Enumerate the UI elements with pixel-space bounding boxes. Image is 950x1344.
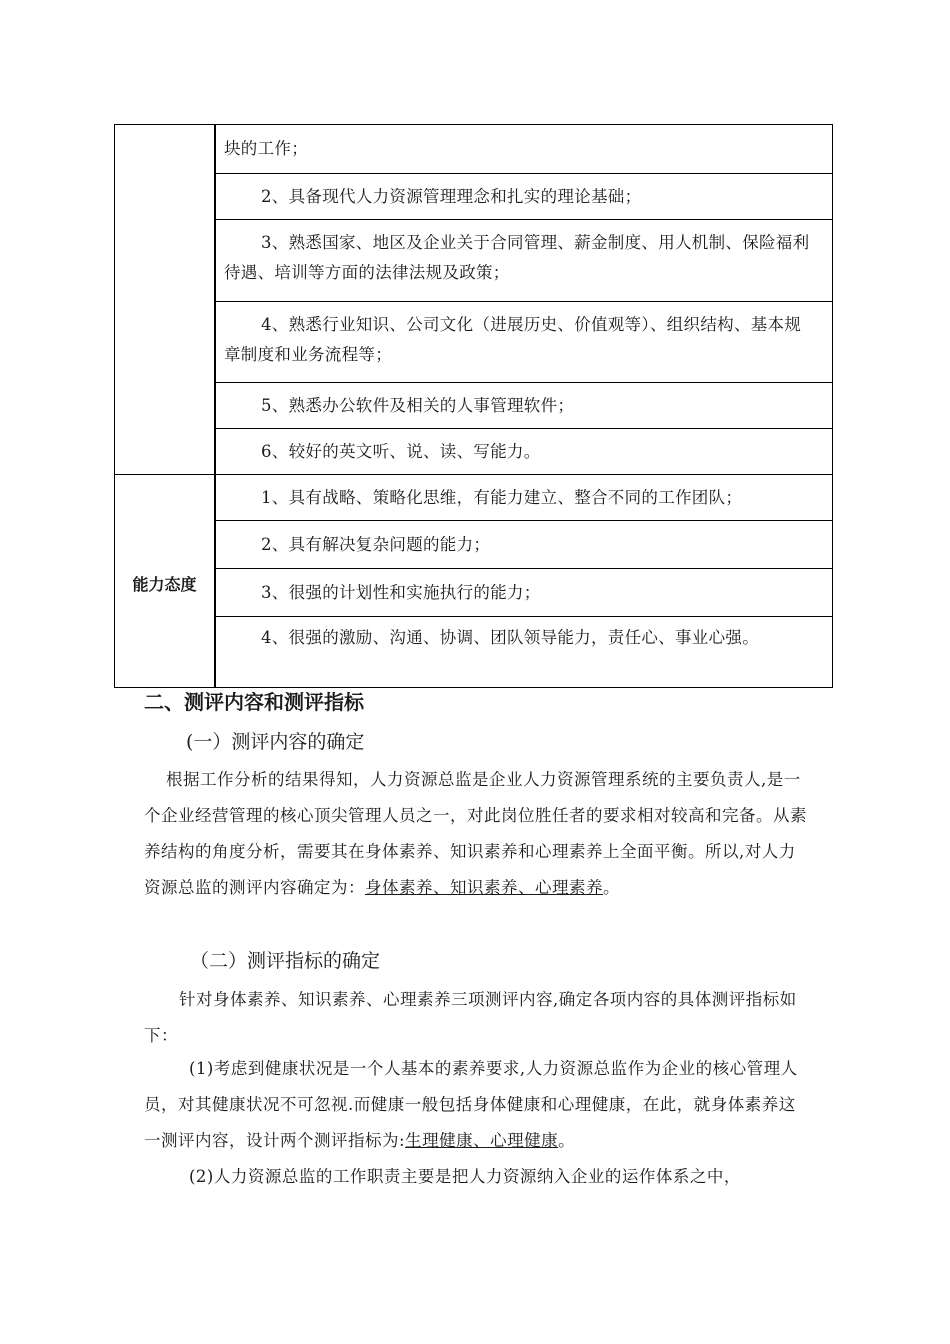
table-header-ability: 能力态度 [132,575,197,594]
row-divider [214,568,833,569]
row-divider [214,219,833,220]
table-cell: 1、具有战略、策略化思维，有能力建立、整合不同的工作团队； [261,488,743,507]
table-cell: 5、熟悉办公软件及相关的人事管理软件； [261,396,575,415]
row-divider [214,428,833,429]
paragraph-text: 。 [603,878,620,897]
paragraph [144,1051,812,1159]
paragraph-text: (1)考虑到健康状况是一个人基本的素养要求,人力资源总监作为企业的核心管理人员，对其健康状况不可忽视.而健康一般包括身体健康和心理健康，在此，就身体素养这一测评内容，设计两个测评指标为: [144,1059,798,1150]
underlined-text: 身体素养、知识素养、心理素养 [365,878,603,897]
paragraph-text: 根据工作分析的结果得知，人力资源总监是企业人力资源管理系统的主要负责人,是一个企业经营管理的核心顶尖管理人员之一，对此岗位胜任者的要求相对较高和完备。从素养结构的角度分析，需要其在身体素养、知识素养和心理素养上全面平衡。所以,对人力资源总监的测评内容确定为： [144,770,807,897]
paragraph: (2)人力资源总监的工作职责主要是把人力资源纳入企业的运作体系之中， [189,1167,741,1186]
table-cell: 3、熟悉国家、地区及企业关于合同管理、薪金制度、用人机制、保险福利待遇、培训等方面的法律法规及政策； [224,233,810,282]
row-divider [214,382,833,383]
table-border-top [114,124,833,125]
subsection-title: (一）测评内容的确定 [186,731,365,753]
table-border-mid [214,124,216,688]
table-cell: 3、很强的计划性和实施执行的能力； [261,583,541,602]
table-cell: 2、具有解决复杂问题的能力； [261,535,491,554]
table-cell: 4、熟悉行业知识、公司文化（进展历史、价值观等）、组织结构、基本规章制度和业务流程等； [224,315,802,364]
section-title: 二、测评内容和测评指标 [144,690,364,714]
table-cell: 块的工作； [224,139,308,158]
paragraph: 针对身体素养、知识素养、心理素养三项测评内容,确定各项内容的具体测评指标如下： [144,990,797,1045]
row-divider [214,301,833,302]
table-border-right [832,124,833,688]
row-divider [214,173,833,174]
underlined-text: 生理健康、心理健康 [405,1131,559,1150]
paragraph-text: 。 [558,1131,576,1150]
table-cell: 2、具备现代人力资源管理理念和扎实的理论基础； [261,187,642,206]
paragraph [144,762,812,906]
table-cell: 4、很强的激励、沟通、协调、团队领导能力，责任心、事业心强。 [261,628,759,647]
row-divider [214,520,833,521]
table-border-left [114,124,115,688]
row-divider [214,616,833,617]
subsection-title: （二）测评指标的确定 [190,950,381,972]
table-cell: 6、较好的英文听、说、读、写能力。 [261,442,541,461]
group-divider [114,474,833,475]
